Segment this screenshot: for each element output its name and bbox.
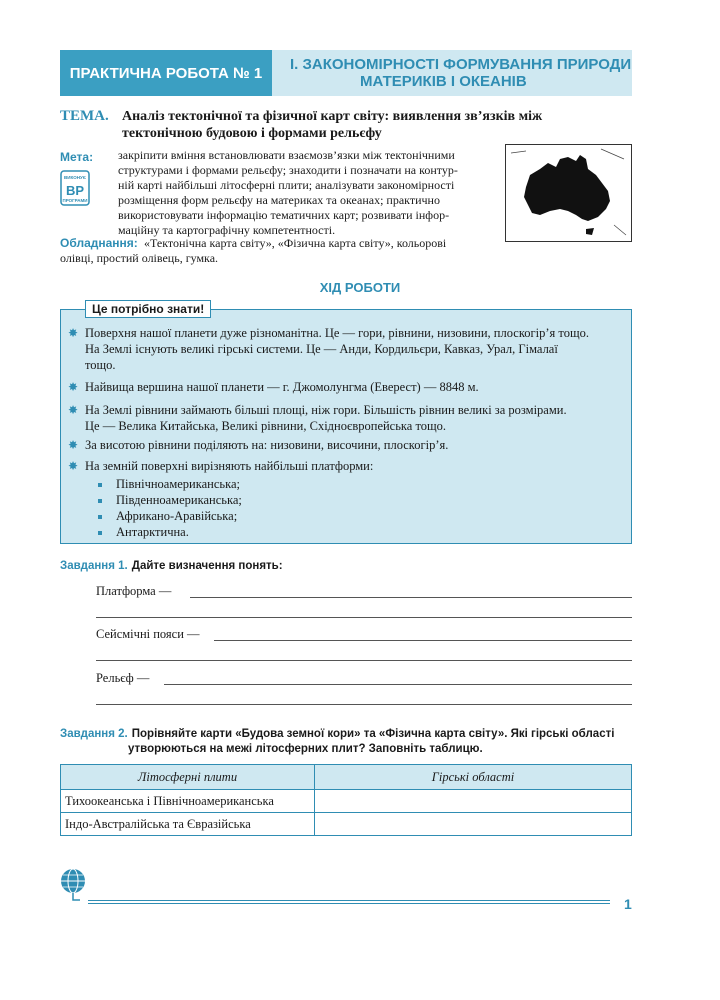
definition-term: Сейсмічні пояси — [96, 627, 200, 641]
answer-cell[interactable] [315, 813, 632, 836]
column-header: Літосферні плити [61, 765, 315, 790]
bullet-star-icon: ✸ [68, 403, 79, 417]
column-header: Гірські області [315, 765, 632, 790]
platform-item [98, 492, 242, 508]
platform-item [98, 524, 189, 540]
topic-line2: тектонічною будовою і формами рельєфу [122, 126, 382, 141]
goal-line: розміщення форм рельєфу на материках та океанах; практично [118, 193, 440, 207]
task2-line1: Порівняйте карти «Будова земної кори» та «Фізична карта світу». Які гірські області [131, 728, 615, 740]
answer-line[interactable] [96, 660, 632, 661]
goal-line: структурами і формами рельєфу; знаходити і позначати на контур- [118, 163, 458, 177]
section-title-line1: І. ЗАКОНОМІРНОСТІ ФОРМУВАННЯ ПРИРОДИ [290, 56, 632, 73]
answer-cell[interactable] [315, 790, 632, 813]
goal-line: використовувати інформацію тематичних карт; розвивати інфор- [118, 208, 450, 222]
table-row [61, 813, 632, 836]
globe-icon [58, 866, 88, 906]
platform-item [98, 476, 240, 492]
table-cell: Тихоокеанська і Північноамериканська [61, 790, 315, 813]
section-title [272, 50, 632, 96]
svg-text:ВИКОНУЄ: ВИКОНУЄ [64, 175, 86, 180]
goal-label: Мета: [60, 150, 94, 164]
australia-map [505, 144, 632, 242]
goal-text [118, 148, 498, 238]
footer-rule [88, 900, 610, 901]
bullet-square-icon [98, 531, 102, 535]
definition-term: Рельєф — [96, 671, 150, 685]
answer-line[interactable] [214, 640, 632, 641]
bullet-square-icon [98, 483, 102, 487]
fact-line: На земній поверхні вирізняють найбільші платформи: [85, 459, 374, 473]
fact-line: Поверхня нашої планети дуже різноманітна. Це — гори, рівнини, низовини, плоскогір’я тощо. [85, 326, 589, 340]
fact-line: Це — Велика Китайська, Великі рівнини, Східноєвропейська тощо. [85, 419, 447, 433]
platform-name: Південноамериканська; [116, 493, 242, 507]
fact-item [68, 325, 628, 373]
equipment-line1: «Тектонічна карта світу», «Фізична карта світу», кольорові [144, 236, 447, 250]
task1-label: Завдання 1. [60, 560, 128, 572]
task1-text: Дайте визначення понять: [131, 560, 283, 572]
bullet-square-icon [98, 515, 102, 519]
task2-label: Завдання 2. [60, 728, 128, 740]
info-box-dashed-border [215, 309, 625, 310]
platform-item [98, 508, 237, 524]
fact-item [68, 458, 628, 474]
section-title-line2: МАТЕРИКІВ І ОКЕАНІВ [360, 73, 527, 90]
goal-line: закріпити вміння встановлювати взаємозв’язки між тектонічними [118, 148, 455, 162]
answer-line[interactable] [96, 617, 632, 618]
comparison-table [60, 764, 632, 836]
table-row [61, 790, 632, 813]
task1-heading [60, 556, 283, 574]
platform-name: Північноамериканська; [116, 477, 241, 491]
fact-line: На Землі існують великі гірські системи. Це — Анди, Кордильєри, Кавказ, Урал, Гімалаї [85, 342, 558, 356]
fact-line: На Землі рівнини займають більші площі, ніж гори. Більшість рівнин великі за розмірами. [85, 403, 567, 417]
topic-text [122, 108, 632, 142]
equipment-label: Обладнання: [60, 236, 138, 250]
fact-item [68, 379, 628, 395]
goal-line: ній карті найбільші літосферні плити; аналізувати закономірності [118, 178, 455, 192]
fact-item [68, 437, 628, 453]
fact-line: тощо. [85, 358, 116, 372]
table-header-row [61, 765, 632, 790]
practical-work-badge: ПРАКТИЧНА РОБОТА № 1 [60, 50, 272, 96]
fact-line: Найвища вершина нашої планети — г. Джомолунгма (Еверест) — 8848 м. [85, 380, 479, 394]
table-cell: Індо-Австралійська та Євразійська [61, 813, 315, 836]
fact-item [68, 402, 628, 434]
goal-line: маційну та картографічну компетентності. [118, 223, 336, 237]
bullet-star-icon: ✸ [68, 459, 79, 473]
platform-name: Антарктична. [116, 525, 189, 539]
task2-heading [60, 725, 632, 757]
program-logo-icon [60, 170, 90, 206]
procedure-title: ХІД РОБОТИ [319, 280, 401, 295]
bullet-star-icon: ✸ [68, 380, 79, 394]
task2-line2: утворюються на межі літосферних плит? Заповніть таблицю. [128, 743, 483, 755]
answer-line[interactable] [190, 597, 632, 598]
info-box-tab: Це потрібно знати! [85, 300, 211, 318]
info-box-dashed-border [72, 309, 84, 310]
svg-text:ВР: ВР [65, 183, 85, 198]
platform-name: Африкано-Аравійська; [116, 509, 238, 523]
fact-line: За висотою рівнини поділяють на: низовини, височини, плоскогір’я. [85, 438, 449, 452]
bullet-square-icon [98, 499, 102, 503]
equipment-line2: олівці, простий олівець, гумка. [60, 251, 219, 265]
topic-line1: Аналіз тектонічної та фізичної карт світу: виявлення зв’язків між [122, 109, 543, 124]
topic-label: ТЕМА. [60, 108, 109, 124]
bullet-star-icon: ✸ [68, 326, 79, 340]
answer-line[interactable] [96, 704, 632, 705]
page-number: 1 [624, 896, 632, 912]
footer-rule [88, 903, 610, 904]
definition-term: Платформа — [96, 584, 172, 598]
bullet-star-icon: ✸ [68, 438, 79, 452]
answer-line[interactable] [164, 684, 632, 685]
svg-text:ПРОГРАМИ: ПРОГРАМИ [62, 198, 88, 203]
